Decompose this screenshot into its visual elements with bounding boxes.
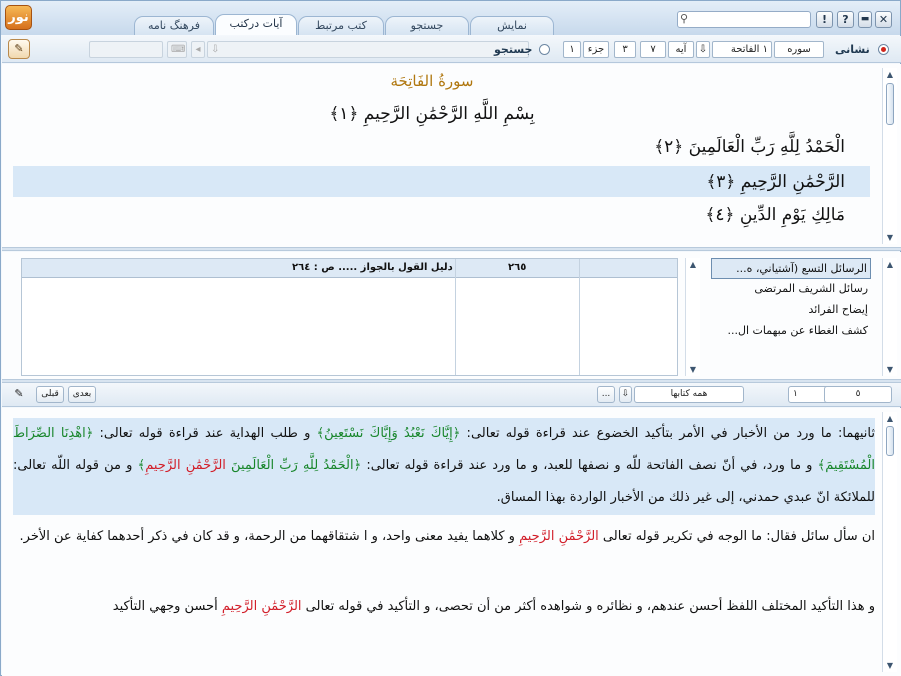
quran-pane xyxy=(2,64,901,247)
mode-address-radio[interactable] xyxy=(878,44,889,55)
quran-quote[interactable]: ﴿اهْدِنَا الصِّرَاطَ الْمُسْتَقِيمَ﴾ xyxy=(13,426,875,473)
juz-input[interactable]: ١ xyxy=(563,41,581,58)
prev-button[interactable]: قبلی xyxy=(36,386,64,403)
next-button[interactable]: بعدی xyxy=(68,386,96,403)
quran-quote[interactable]: الرَّحْمَٰنِ الرَّحِيمِ xyxy=(519,529,599,544)
tools-icon[interactable]: ✎ xyxy=(14,387,24,400)
grid-cell-page: ٢٦٥ xyxy=(508,262,527,273)
quran-quote[interactable]: ﴿الْحَمْدُ لِلَّهِ رَبِّ الْعَالَمِينَ xyxy=(231,458,362,473)
quran-quote[interactable]: ﴿إِيَّاكَ نَعْبُدُ وَإِيَّاكَ نَسْتَعِينُ﴾ xyxy=(316,426,461,441)
basmala: بِسْمِ اللَّهِ الرَّحْمَٰنِ الرَّحِيمِ ﴿١﴾ xyxy=(329,104,535,124)
grid-cell-title: دليل القول بالجواز ..... ص : ٢٦٤ xyxy=(292,262,453,273)
grid-divider xyxy=(579,259,580,375)
scroll-down-icon[interactable]: ▼ xyxy=(886,365,894,374)
scroll-down-icon[interactable]: ▼ xyxy=(886,233,894,242)
close-button[interactable]: ✕ xyxy=(875,11,892,28)
address-toolbar xyxy=(2,36,901,63)
grid-scrollbar[interactable] xyxy=(685,258,700,376)
book-list-scrollbar[interactable] xyxy=(882,258,897,376)
book-list-item[interactable]: رسائل الشريف المرتضى xyxy=(754,282,868,295)
search-field-disabled: ⇩ xyxy=(207,41,529,58)
paragraph-highlighted xyxy=(13,418,875,515)
text-run: أحسن وجهي التأكيد xyxy=(112,599,222,614)
splitter[interactable] xyxy=(2,247,901,251)
ayah-input[interactable]: ٧ xyxy=(640,41,666,58)
scroll-thumb[interactable] xyxy=(886,83,894,125)
sura-title: سورةُ الفَاتِحَة xyxy=(390,72,474,90)
verse-row[interactable] xyxy=(13,199,870,230)
scroll-up-icon[interactable]: ▲ xyxy=(886,414,894,423)
book-list-item-selected[interactable]: الرسائل التسع (آشتياني، ه... xyxy=(711,258,871,279)
scroll-thumb[interactable] xyxy=(886,426,894,456)
book-text-pane xyxy=(2,408,901,676)
paragraph xyxy=(13,591,875,623)
tab-verses-in-books[interactable]: آیات درکتب xyxy=(215,14,297,35)
disabled-input xyxy=(89,41,163,58)
ayah-from-input[interactable]: ٣ xyxy=(614,41,636,58)
scroll-up-icon[interactable]: ▲ xyxy=(886,70,894,79)
text-run: ثانيهما: ما ورد من الأخبار في الأمر بتأكيد الخضوع عند قراءة قوله تعالى: xyxy=(460,426,875,441)
info-button[interactable]: ! xyxy=(816,11,833,28)
scroll-up-icon[interactable]: ▲ xyxy=(689,260,697,269)
grid-divider xyxy=(455,259,456,375)
scroll-down-icon[interactable]: ▼ xyxy=(886,661,894,670)
tools-icon[interactable]: ✎ xyxy=(8,39,30,59)
sura-label: سوره xyxy=(774,41,824,58)
quran-scrollbar[interactable] xyxy=(882,68,897,244)
quran-quote[interactable]: الرَّحْمَٰنِ الرَّحِيمِ xyxy=(145,458,232,473)
verse-text: مَالِكِ يَوْمِ الدِّينِ ﴿٤﴾ xyxy=(705,205,845,225)
book-list-item[interactable]: كشف الغطاء عن مبهمات ال... xyxy=(727,324,868,337)
scroll-down-icon[interactable]: ▼ xyxy=(689,365,697,374)
verse-row[interactable] xyxy=(13,131,870,162)
book-results-grid xyxy=(21,258,678,376)
text-run: و من قوله اللّه تعالى: للملائكة انّ عبدي حمدني، إلى غير ذلك من الأخبار الواردة بهذا المساق. xyxy=(13,458,875,505)
tab-related-books[interactable]: کتب مرتبط xyxy=(298,16,384,35)
text-run: و ما ورد، في أنّ نصف الفاتحة للّه و نصفها للعبد، و ما ورد عند قراءة قوله تعالى: xyxy=(361,458,818,473)
verse-text: الرَّحْمَٰنِ الرَّحِيمِ ﴿٣﴾ xyxy=(706,172,845,192)
title-bar xyxy=(1,1,900,35)
quran-quote[interactable]: الرَّحْمَٰنِ الرَّحِيمِ xyxy=(221,599,302,614)
chevron-down-icon[interactable]: ⇩ xyxy=(619,386,632,403)
magnifier-icon: ⚲ xyxy=(680,12,689,25)
mode-search-radio[interactable] xyxy=(539,44,550,55)
text-run: و كلاهما يفيد معنى واحد، و ا شتقاقهما من الرحمة، و قد كان في ذكر أحدهما كفاية عن الأخر. xyxy=(19,529,520,544)
nav-toolbar xyxy=(2,383,901,407)
help-button[interactable]: ? xyxy=(837,11,854,28)
mode-search-label: جستجو xyxy=(494,43,533,56)
books-pane xyxy=(2,252,901,379)
text-run: و هذا التأكيد المختلف اللفظ أحسن عندهم، و نظائره و شواهده أكثر من أن تحصى، و التأكيد في قوله تعالى xyxy=(301,599,875,614)
tab-dictionary[interactable]: فرهنگ نامه xyxy=(134,16,214,35)
minimize-button[interactable]: ▬ xyxy=(858,11,872,28)
scroll-up-icon[interactable]: ▲ xyxy=(886,260,894,269)
juz-label: جزء xyxy=(583,41,609,58)
tab-search[interactable]: جستجو xyxy=(385,16,469,35)
ayah-label: آیه xyxy=(668,41,694,58)
page-input[interactable]: ٥ xyxy=(824,386,892,403)
text-run: و طلب الهداية عند قراءة قوله تعالى: xyxy=(93,426,317,441)
text-run: ان سأل سائل فقال: ما الوجه في تكرير قوله تعالى xyxy=(598,529,875,544)
verse-row-selected[interactable] xyxy=(13,166,870,197)
book-list xyxy=(711,258,871,376)
app-logo[interactable]: نور xyxy=(5,5,32,30)
tab-display[interactable]: نمایش xyxy=(470,16,554,35)
book-list-item[interactable]: إيضاح الفرائد xyxy=(808,303,868,316)
keyboard-icon: ⌨ xyxy=(167,41,187,58)
global-search-input[interactable] xyxy=(677,11,811,28)
quran-quote: ﴾ xyxy=(137,458,146,473)
chevron-down-icon[interactable]: ⇩ xyxy=(696,41,710,58)
text-scrollbar[interactable] xyxy=(882,412,897,672)
verse-text: الْحَمْدُ لِلَّهِ رَبِّ الْعَالَمِينَ ﴿٢﴾ xyxy=(654,137,845,157)
mode-address-label: نشانی xyxy=(835,43,870,56)
page-from-input[interactable]: ١ xyxy=(788,386,868,403)
paragraph xyxy=(13,521,875,553)
sura-select[interactable]: ١ الفاتحة xyxy=(712,41,772,58)
book-filter-select[interactable]: همه کتابها xyxy=(634,386,744,403)
more-button[interactable]: ... xyxy=(597,386,615,403)
arrow-left-icon: ◂ xyxy=(191,41,205,58)
